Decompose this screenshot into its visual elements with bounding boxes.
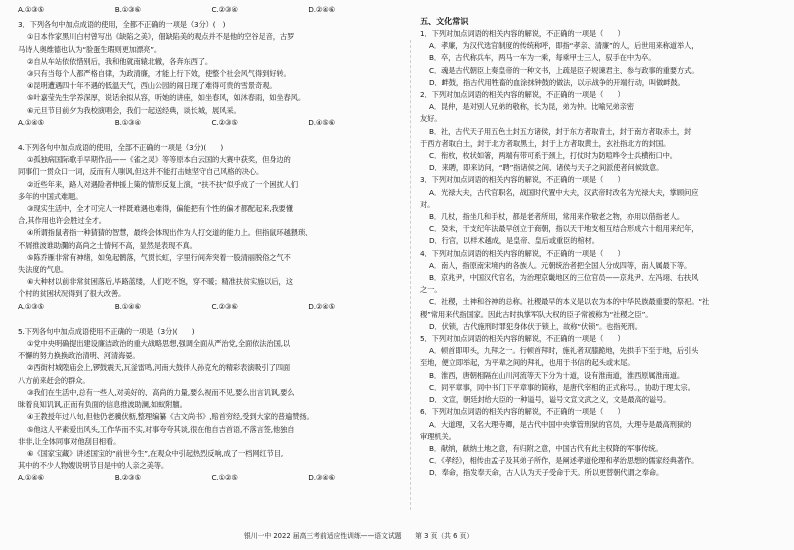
q4-item: ④所谓指鼠者指一种猜猜的智慧，最终会体现出作为人打交道的能力上。但指鼠环越猥琐、 xyxy=(27,228,313,238)
cq6-stem: 6．下列对加点词语的相关内容的解说，不正确的一项是（ ） xyxy=(420,407,625,417)
cq5-item: B．淮西，唐朝相隔在山川河流等天下分为十道，设有淮南道，淮西原属淮南道。 xyxy=(429,370,684,380)
cq1-item: D．衅鼓，指古代用牲畜的血涂抹钟鼓的做法，以示战争的开端行动，叫做衅鼓。 xyxy=(429,77,685,87)
q4-item: ③现实生活中，全才可完人一样既难遇也难得，偏能把有个性的偏才都配起来,我要懂 xyxy=(27,204,293,214)
cq5-item: 至地，便立即举起，为平辈之间的拜礼，也用于书信的起头或末尾。 xyxy=(420,358,635,368)
culture-question-2 xyxy=(420,89,784,174)
q3-item: ①日本作家黑川白村曾写出《缺陷之美》，佃缺陷美的观点并不是他的空谷足音，古罗 xyxy=(27,32,295,42)
left-column xyxy=(18,4,405,485)
q5-option-d: D.③④⑥ xyxy=(308,473,336,483)
culture-question-3 xyxy=(420,174,784,247)
q3-item: ⑥元旦节目前夕为我校演唱会，我们一起送经典，谈长城，展风采。 xyxy=(27,105,241,115)
cq6-item: A．大道理，又名大理寺卿，是古代中国中央掌管刑狱的官员，大理寺是最高刑狱的 xyxy=(429,419,692,429)
cq2-item: B．社，古代天子用五色土封五方诸侯，封于东方者取青土，封于南方者取赤土，封 xyxy=(429,126,692,136)
cq4-stem: 4．下列对加点词语的相关内容的解说，不正确的一项是（ ） xyxy=(420,248,625,258)
q2-option-b: B.①③⑥ xyxy=(114,5,141,14)
q3-option-a: A.①④⑤ xyxy=(18,117,45,127)
question-5 xyxy=(18,326,405,485)
q3-item: ④昆明遭遇四十年不遇的低温天气，西山公园的闹日现了难得可贵的雪景奇观。 xyxy=(27,81,277,91)
q2-option-c: C.②③④ xyxy=(211,5,238,14)
cq1-item: C．魂是古代朝臣上奏皇帝的一种文书，上疏是臣子规谏君主、参与政事的重要方式。 xyxy=(429,65,699,75)
cq1-item: B．卒，古代称兵车，两马一车为一乘，每乘甲士三人，驭手在中为卒。 xyxy=(429,53,656,63)
q4-option-b: B.①④⑥ xyxy=(114,301,141,311)
q3-item: ③只有当每个人都严格自律，为政清廉，才能上行下效，使整个社会风气得到好转。 xyxy=(27,69,291,79)
q5-item: 非非,让全体同事对他刮目相看。 xyxy=(18,436,121,446)
q4-item: ①孤独病国际歌手早期作品——《雀之灵》等等原本白云国的大赛中获奖，但身边的 xyxy=(27,155,291,165)
q4-options xyxy=(18,301,405,313)
q5-item: 八方前来赶会的群众。 xyxy=(18,375,90,385)
page-footer: 银川一中 2022 届高三考前适应性训练——语文试题 第 3 页（共 6 页） xyxy=(244,532,474,540)
q4-option-c: C.②③⑥ xyxy=(211,301,238,311)
culture-question-6 xyxy=(420,406,784,479)
cq1-stem: 1．下列对加点词语的相关内容的解说，不正确的一项是（ ） xyxy=(420,29,625,38)
culture-question-4 xyxy=(420,248,784,333)
cq2-item: C．衔枚，枚状如箸，两端有带可系于颈上，打仗时为防喧哗令士兵横衔口中。 xyxy=(429,151,677,161)
cq2-item: 于西方者取白土，封于北方者取黑土，封于上方者取黄土，玄社指北方的封国。 xyxy=(420,138,671,148)
q4-item: ⑤陈乔雁非常有神绪，如兔起鹘落，气贯长虹，字里行间奔突着一股清丽脱俗之气不 xyxy=(27,252,291,262)
cq4-item: 之一。 xyxy=(420,285,442,295)
q3-option-c: C.②③⑤ xyxy=(211,117,238,127)
q5-item: ⑤他这人平素爱出风头,工作华而不实,对事夸夸其谈,很在他自吉首语,不落言签,他独自 xyxy=(27,424,295,434)
cq4-item: D．伏锁，古代施刑时罪犯身体伏于锁上，故称“伏锁”。也指死刑。 xyxy=(429,321,642,331)
q4-option-d: D.②④⑤ xyxy=(308,301,336,311)
cq6-item: B．献纳，献纳土地之意，有归附之意，中国古代有此主权降的军事传统。 xyxy=(429,443,663,453)
q3-option-b: B.①③④ xyxy=(114,117,141,127)
q3-option-d: D.④⑤⑥ xyxy=(308,117,336,127)
cq4-item: B．京兆尹，中国汉代官名，为治理京畿地区的三位官员——京兆尹、左冯翊、右扶风 xyxy=(429,273,699,283)
q3-item: ②自从车站依依惜别后，我和他就南辕北辙，各奔东西了。 xyxy=(27,56,213,66)
q5-item: ⑥《国家宝藏》讲述国宝的“前世今生”,在观众中引起热烈反响,成了一档网红节目, xyxy=(27,448,284,458)
q3-options xyxy=(18,117,405,129)
q4-item: 失法度的气息。 xyxy=(18,265,69,275)
cq3-item: B．几杖，指坐几和手杖，都是老者所用，常用来作敬老之物，亦用以借指老人。 xyxy=(429,212,684,222)
cq5-item: D．文宣，朝廷封给大臣的一种谥号，谥号文宣文武之义，文是最高的谥号。 xyxy=(429,395,671,405)
q4-option-a: A.①③⑤ xyxy=(18,301,45,311)
right-column xyxy=(420,4,784,480)
cq2-item: D．来聘，即来访问，“聘”指诸侯之间、诸侯与天子之间派使者问候致意。 xyxy=(429,163,664,173)
q2-option-d: D.②④⑥ xyxy=(308,5,336,14)
q4-item: 合,其作用也许会胜过全才。 xyxy=(18,216,106,226)
q4-item: ②近些年来，路人对遇险者伸援上策的情形反复上演，“扶不扶”似乎成了一个困扰人们 xyxy=(27,179,298,189)
q4-item: 不屑推波谁助瀾的高尚之士情何不高，显然是表现不真。 xyxy=(18,240,197,250)
q5-item: ④王教授年过八旬,但他仍老骥伏枥,整理编纂《古文尚书》,赔首穷经,受到大家的普遍赞扬。 xyxy=(27,412,314,422)
q3-stem: 3．下列各句中加点成语的使用，全都不正确的一项是（3分）( ) xyxy=(18,20,226,30)
q4-stem: 4.下列各句中加点成语的使用，全部不正确的一项是（3分)( ) xyxy=(18,143,224,153)
cq6-item: D．奉命，指发奉天命，古人认为天子受命于天。所以更替朝代谓之奉命。 xyxy=(429,468,664,478)
q4-item: 个村的贫困状况得到了很大改善。 xyxy=(18,289,126,299)
q5-item: 昧着良知讥讽,正而有负面的信息推波助澜,如蚁附膻。 xyxy=(18,400,187,410)
culture-question-1 xyxy=(420,28,784,89)
q5-item: ①党中央明确提出建设廉洁政治的重大战略思想,强调全面从严治党,全面依法治国,以 xyxy=(27,339,291,349)
q4-item: ⑥大种材以前非常贫困落后,毕路蓝缕，人们吃不饱，穿不暖；精准扶贫实施以后，这 xyxy=(27,277,293,287)
q5-item: 不懈的努力换换政治清明、河清海晏。 xyxy=(18,351,140,361)
cq2-item: 友好。 xyxy=(420,114,442,124)
q2-options xyxy=(18,4,405,16)
culture-question-5 xyxy=(420,333,784,406)
q5-stem: 5.下列各句中加点成语使用不正确的一项是（3分)( ) xyxy=(18,326,195,336)
cq3-item: 对。 xyxy=(420,199,435,209)
question-3 xyxy=(18,19,405,129)
cq5-item: A．顿首即叩头，九拜之一。行顿首拜时，施礼者双膝跪地，先拱手下至于地，后引头 xyxy=(429,346,699,356)
cq3-stem: 3．下列对加点词语的相关内容的解说，不正确的一项是（ ） xyxy=(420,175,625,185)
q5-item: ②西街村城隍庙会上,锣鼓震天,瓦釜雷鸣,河南大鼓伴人孙克允的精彩表演吸引了四面 xyxy=(27,363,291,373)
q4-item: 多年的中国式难题。 xyxy=(18,191,83,201)
cq2-stem: 2．下列对加点词语的相关内容的解说，不正确的一项是（ ） xyxy=(420,90,625,100)
cq6-item: 审理机关。 xyxy=(420,431,456,441)
cq4-item: 稷”常用来代指国家。因此古时执掌军队大权的臣子常被称为“社稷之臣”。 xyxy=(420,309,653,319)
cq4-item: A．南人，指原南宋境内的各族人。元朝统治者把全国人分成四等，南人属最下等。 xyxy=(429,260,692,270)
cq5-stem: 5．下列对加点词语的相关内容的解说，不正确的一项是（ ） xyxy=(420,334,625,344)
q2-option-a: A.①③⑤ xyxy=(18,5,45,14)
column-divider xyxy=(410,40,411,510)
q5-item: ③我们在生活中,总有一些人,对美好的、高尚的力量,要么视而不见,要么出言讥讽,要么 xyxy=(27,387,295,397)
cq1-item: A．孝廉，为汉代选官制度的传统称呼，即指“孝亲、清廉”的人，后世用来称道举人， xyxy=(429,41,699,51)
q5-option-c: C.①②⑤ xyxy=(211,473,238,483)
question-4 xyxy=(18,142,405,313)
cq6-item: C．《孝经》，相传由孟子及其弟子所作，是阐述孝道伦理和孝治思想的儒家经典著作。 xyxy=(429,456,699,466)
q5-item: 其中的不少人物嫂说明节目是中的人亲之美等。 xyxy=(18,461,169,471)
cq3-item: A．光禄大夫，古代官职名，战国时代置中大夫，汉武帝时改名为光禄大夫，掌顾问应 xyxy=(429,187,699,197)
cq3-item: D．行宫，以样术越成，是皇帝、皇后或重臣的棺材。 xyxy=(429,236,599,246)
section-title: 五、文化常识 xyxy=(420,16,469,26)
q5-options xyxy=(18,472,405,484)
q3-item: 马诗人奥维德也认为“脸蛋生瑕则更加漂亮”。 xyxy=(18,44,162,54)
cq3-item: C．癸未，干支纪年法最早创立于商朝，指以天干地支相互结合形成六十组用来纪年， xyxy=(429,224,699,234)
q5-option-b: B.②③⑤ xyxy=(114,473,141,483)
cq4-item: C．社稷，土神和谷神的总称。社稷最早的本义是以农为本的中华民族最重要的祭祀。“社 xyxy=(429,297,710,307)
q4-item: 同事们一贯众口一词，反而有人嗤讽,但这并不能打击她坚守自己风格的决心。 xyxy=(18,167,264,177)
q3-item: ⑤叶嘉莹先生学养深厚，说话余拟从容，听她的讲座，如坐春风，如沐春雨，如坐春风。 xyxy=(27,93,305,103)
q5-option-a: A.①④⑥ xyxy=(18,473,45,483)
cq5-item: C．同平章事，同中书门下平章事的简称，是唐代宰相的正式称号。，协助于理太宗。 xyxy=(429,382,695,392)
cq2-item: A．昆仲，是对别人兄弟的敬称，长为昆，弟为仲。比喻兄弟亲密 xyxy=(429,102,634,112)
